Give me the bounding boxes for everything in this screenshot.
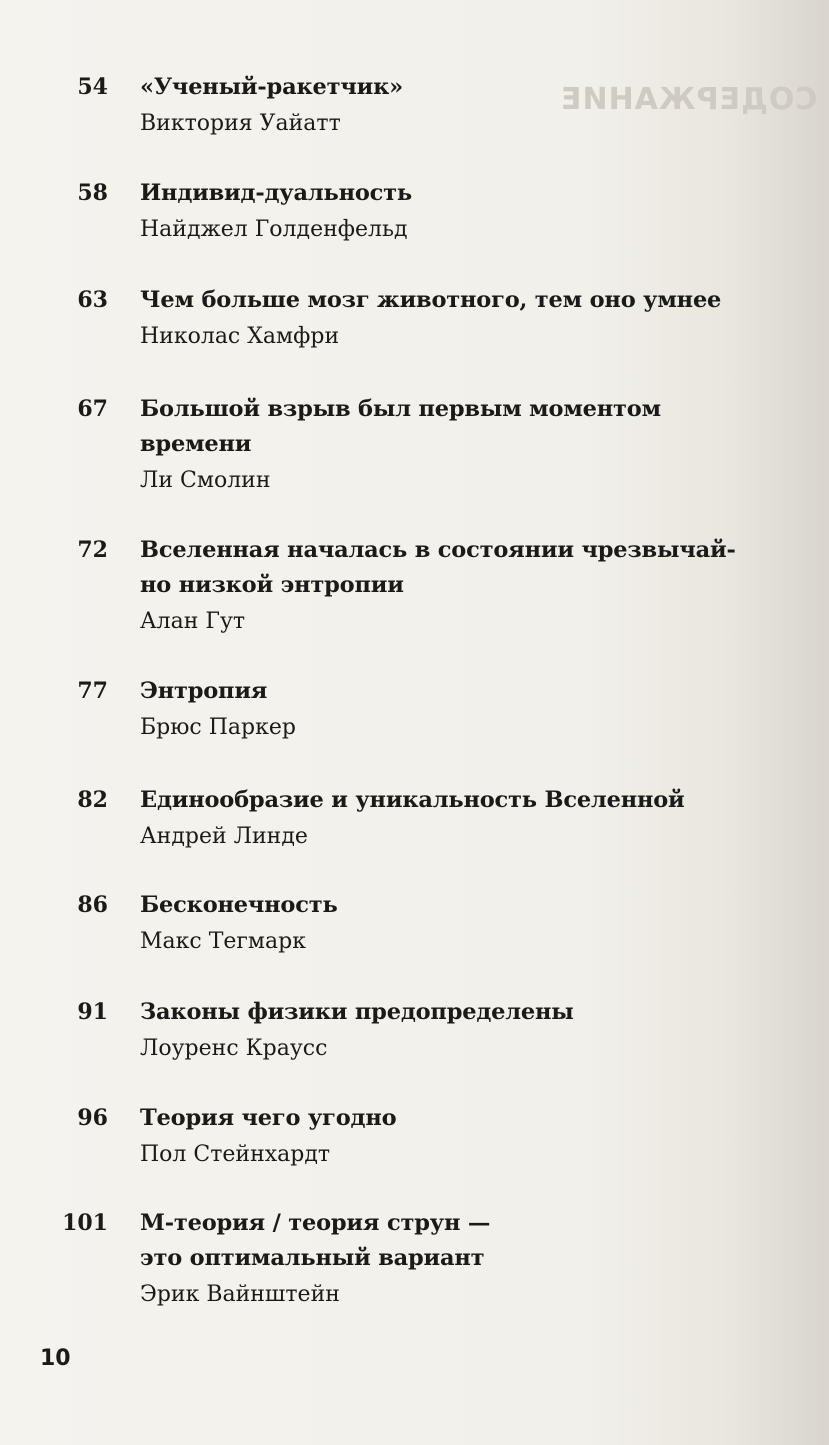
entry-page-number: 82 [77, 787, 108, 813]
entry-title-line-2: но низкой энтропии [140, 572, 404, 598]
entry-page-number: 54 [77, 74, 108, 100]
entry-title-line-1: Вселенная началась в состоянии чрезвычай- [140, 537, 736, 563]
entry-author: Андрей Линде [140, 824, 308, 849]
entry-page-number: 72 [77, 537, 108, 563]
entry-title-line-2: это оптимальный вариант [140, 1245, 485, 1271]
entry-author: Алан Гут [140, 609, 246, 634]
entry-author: Эрик Вайнштейн [140, 1282, 340, 1307]
entry-author: Брюс Паркер [140, 715, 296, 740]
entry-title-line-1: М-теория / теория струн — [140, 1210, 491, 1236]
entry-title: Законы физики предопределены [140, 999, 574, 1025]
page-number: 10 [40, 1346, 71, 1371]
entry-page-number: 96 [77, 1105, 108, 1131]
entry-title-line-2: времени [140, 431, 252, 457]
entry-page-number: 91 [77, 999, 108, 1025]
entry-title-line-1: Большой взрыв был первым моментом [140, 396, 661, 422]
entry-page-number: 86 [77, 892, 108, 918]
entry-author: Николас Хамфри [140, 324, 340, 349]
entry-page-number: 101 [62, 1210, 108, 1236]
entry-page-number: 77 [77, 678, 108, 704]
entry-page-number: 58 [77, 180, 108, 206]
entry-title: «Ученый-ракетчик» [140, 74, 404, 100]
entry-author: Виктория Уайатт [140, 111, 341, 136]
entry-author: Пол Стейнхардт [140, 1142, 331, 1167]
bleed-through-heading: СОДЕРЖАНИЕ [560, 82, 818, 117]
entry-title: Единообразие и уникальность Вселенной [140, 787, 685, 813]
entry-author: Лоуренс Краусс [140, 1036, 328, 1061]
entry-title: Энтропия [140, 678, 268, 704]
entry-page-number: 63 [77, 287, 108, 313]
entry-page-number: 67 [77, 396, 108, 422]
entry-title: Бесконечность [140, 892, 338, 918]
entry-author: Макс Тегмарк [140, 929, 306, 954]
entry-title: Теория чего угодно [140, 1105, 397, 1131]
entry-title: Индивид-дуальность [140, 180, 412, 206]
entry-author: Найджел Голденфельд [140, 217, 408, 242]
entry-author: Ли Смолин [140, 468, 271, 493]
entry-title: Чем больше мозг животного, тем оно умнее [140, 287, 722, 313]
